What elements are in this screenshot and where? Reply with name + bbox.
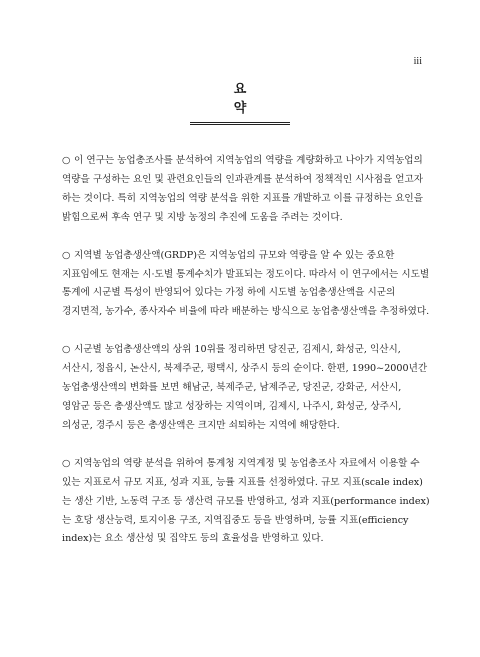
summary-body bbox=[62, 152, 432, 568]
summary-paragraph-3 bbox=[62, 341, 432, 436]
summary-paragraph-1 bbox=[62, 152, 432, 228]
paragraph-text: 지역농업의 역량 분석을 위하여 통계청 지역계정 및 농업총조사 자료에서 이용할 수 있는 지표로서 규모 지표, 성과 지표, 능률 지표를 선정하였다. 규모 지표(scale index)는 생산 기반, 노동력 구조 등 생산력 규모를 반영하고, 성과 지표(performance index)는 호당 생산능력, 토지이용 구조, 지역집중도 등을 반영하며, 능률 지표(efficiency index)는 요소 생산성 및 집약도 등의 효율성을 반영하고 있다. bbox=[62, 457, 430, 545]
summary-title: 요 약 bbox=[190, 78, 290, 125]
bullet-icon: ○ bbox=[62, 249, 71, 261]
paragraph-text: 시군별 농업총생산액의 상위 10위를 정리하면 당진군, 김제시, 화성군, 익산시, 서산시, 정읍시, 논산시, 북제주군, 평택시, 상주시 등의 순이다. 한편, 1990~2000년간 농업총생산액의 변화를 보면 해남군, 북제주군, 남제주군, 당진군, 강화군, 서산시, 영암군 등은 총생산액도 많고 성장하는 지역이며, 김제시, 나주시, 화성군, 상주시, 의성군, 경주시 등은 총생산액은 크지만 쇠퇴하는 지역에 해당한다. bbox=[62, 344, 428, 431]
bullet-icon: ○ bbox=[62, 457, 71, 469]
bullet-icon: ○ bbox=[62, 344, 71, 356]
paragraph-text: 이 연구는 농업총조사를 분석하여 지역농업의 역량을 계량화하고 나아가 지역농업의 역량을 구성하는 요인 및 관련요인들의 인과관계를 분석하여 정책적인 시사점을 얻고자 하는 것이다. 특히 지역농업의 역량 분석을 위한 지표를 개발하고 이를 규정하는 요인을 밝힘으로써 후속 연구 및 지방 농정의 추진에 도움을 주려는 것이다. bbox=[62, 155, 424, 223]
paragraph-text: 지역별 농업총생산액(GRDP)은 지역농업의 규모와 역량을 알 수 있는 중요한 지표임에도 현재는 시·도별 통계수치가 발표되는 정도이다. 따라서 이 연구에서는 시도별 통계에 시군별 특성이 반영되어 있다는 가정 하에 시도별 농업총생산액을 시군의 경지면적, 농가수, 종사자수 비율에 따라 배분하는 방식으로 농업총생산액을 추정하였다. bbox=[62, 249, 430, 318]
page-number: iii bbox=[413, 56, 422, 67]
summary-paragraph-4 bbox=[62, 455, 432, 550]
summary-paragraph-2 bbox=[62, 247, 432, 323]
title-block bbox=[0, 78, 480, 125]
bullet-icon: ○ bbox=[62, 155, 71, 166]
